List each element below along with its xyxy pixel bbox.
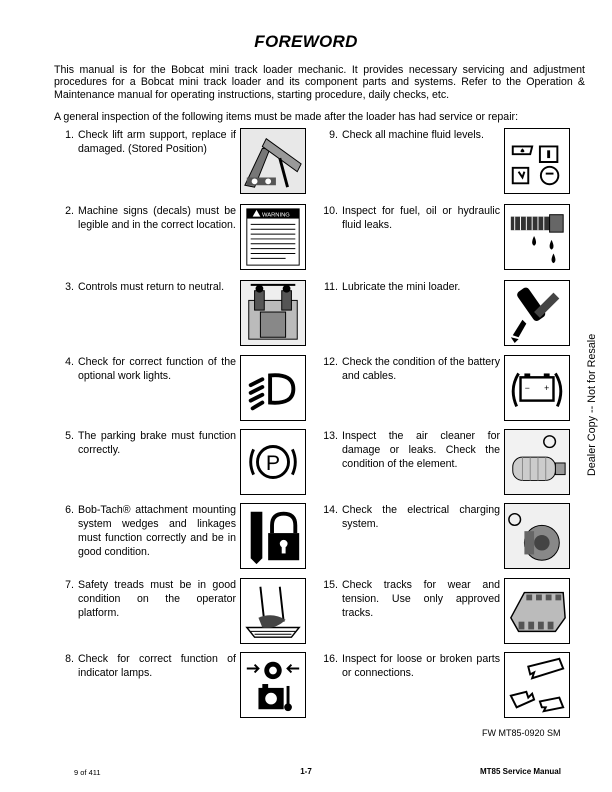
controls-icon [240,280,306,346]
page-title: FOREWORD [254,32,358,51]
item-number: 13. [323,430,338,442]
grease-gun-icon [504,280,570,346]
fluid-levels-icon [504,128,570,194]
checklist-item [318,128,568,198]
footer-page-of: 9 of 411 [74,768,101,777]
checklist-item [54,503,304,573]
checklist-item [54,204,304,274]
svg-text:−: − [524,382,530,393]
checklist-item [54,429,304,499]
item-text: Inspect for fuel, oil or hydraulic fluid leaks. [342,205,500,231]
checklist-item [54,355,304,425]
item-text: Controls must return to neutral. [78,281,225,293]
alternator-icon [504,503,570,569]
track-icon [504,578,570,644]
intro-paragraph: This manual is for the Bobcat mini track loader mechanic. It provides necessary servicing and adjustment procedures for a Bobcat mini track loader and its component parts and systems. Refer to the Operation & Maintenance manual for operating instructions, starting procedure, daily checks, etc. [54,64,585,101]
item-text: The parking brake must function correctly. [78,430,236,456]
item-number: 9. [329,129,338,141]
checklist-item [318,503,568,573]
svg-text:+: + [544,382,550,393]
item-number: 2. [65,205,74,217]
checklist-item [54,578,304,648]
item-number: 6. [65,504,74,516]
item-number: 1. [65,129,74,141]
item-text: Check for correct function of indicator lamps. [78,653,236,679]
item-text: Check all machine fluid levels. [342,129,484,141]
checklist-item [318,578,568,648]
parking-symbol: P [265,450,281,475]
indicator-lamps-icon [240,652,306,718]
lift-arm-support-icon [240,128,306,194]
bob-tach-lock-icon [240,503,306,569]
item-number: 15. [323,579,338,591]
checklist-item [54,280,304,350]
item-text: Bob-Tach® attachment mounting system wedges and linkages must function correctly and be in good condition. [78,504,236,558]
safety-tread-icon [240,578,306,644]
warning-decal-icon [240,204,306,270]
item-number: 3. [65,281,74,293]
checklist-item [318,355,568,425]
air-cleaner-icon [504,429,570,495]
item-text: Check for correct function of the optional work lights. [78,356,236,382]
decal-warning-label: WARNING [262,212,290,219]
item-number: 4. [65,356,74,368]
item-text: Check lift arm support, replace if damaged. (Stored Position) [78,129,236,155]
checklist-item [318,280,568,350]
item-text: Check tracks for wear and tension. Use only approved tracks. [342,579,500,619]
checklist-item [318,204,568,274]
item-text: Machine signs (decals) must be legible and in the correct location. [78,205,236,231]
checklist-item [54,128,304,198]
parking-brake-icon [240,429,306,495]
checklist-item [318,429,568,499]
item-number: 8. [65,653,74,665]
item-text: Check the condition of the battery and cables. [342,356,500,382]
item-number: 5. [65,430,74,442]
item-number: 11. [324,281,338,293]
checklist-item [318,652,568,722]
item-number: 16. [323,653,338,665]
item-number: 10. [323,205,338,217]
footer-manual-title: MT85 Service Manual [480,767,561,776]
item-text: Inspect the air cleaner for damage or leaks. Check the condition of the element. [342,430,500,470]
item-text: Lubricate the mini loader. [342,281,461,293]
item-number: 14. [323,504,338,516]
item-text: Check the electrical charging system. [342,504,500,530]
dealer-copy-watermark: Dealer Copy -- Not for Resale [586,333,598,476]
item-text: Safety treads must be in good condition on the operator platform. [78,579,236,619]
work-light-icon [240,355,306,421]
document-id: FW MT85-0920 SM [482,728,561,738]
item-number: 12. [323,356,338,368]
item-text: Inspect for loose or broken parts or connections. [342,653,500,679]
checklist-item [54,652,304,722]
broken-parts-icon [504,652,570,718]
general-inspection-text: A general inspection of the following items must be made after the loader has had service or repair: [54,111,519,123]
footer-page-number: 1-7 [300,767,312,776]
fluid-leak-icon [504,204,570,270]
item-number: 7. [65,579,74,591]
battery-icon [504,355,570,421]
